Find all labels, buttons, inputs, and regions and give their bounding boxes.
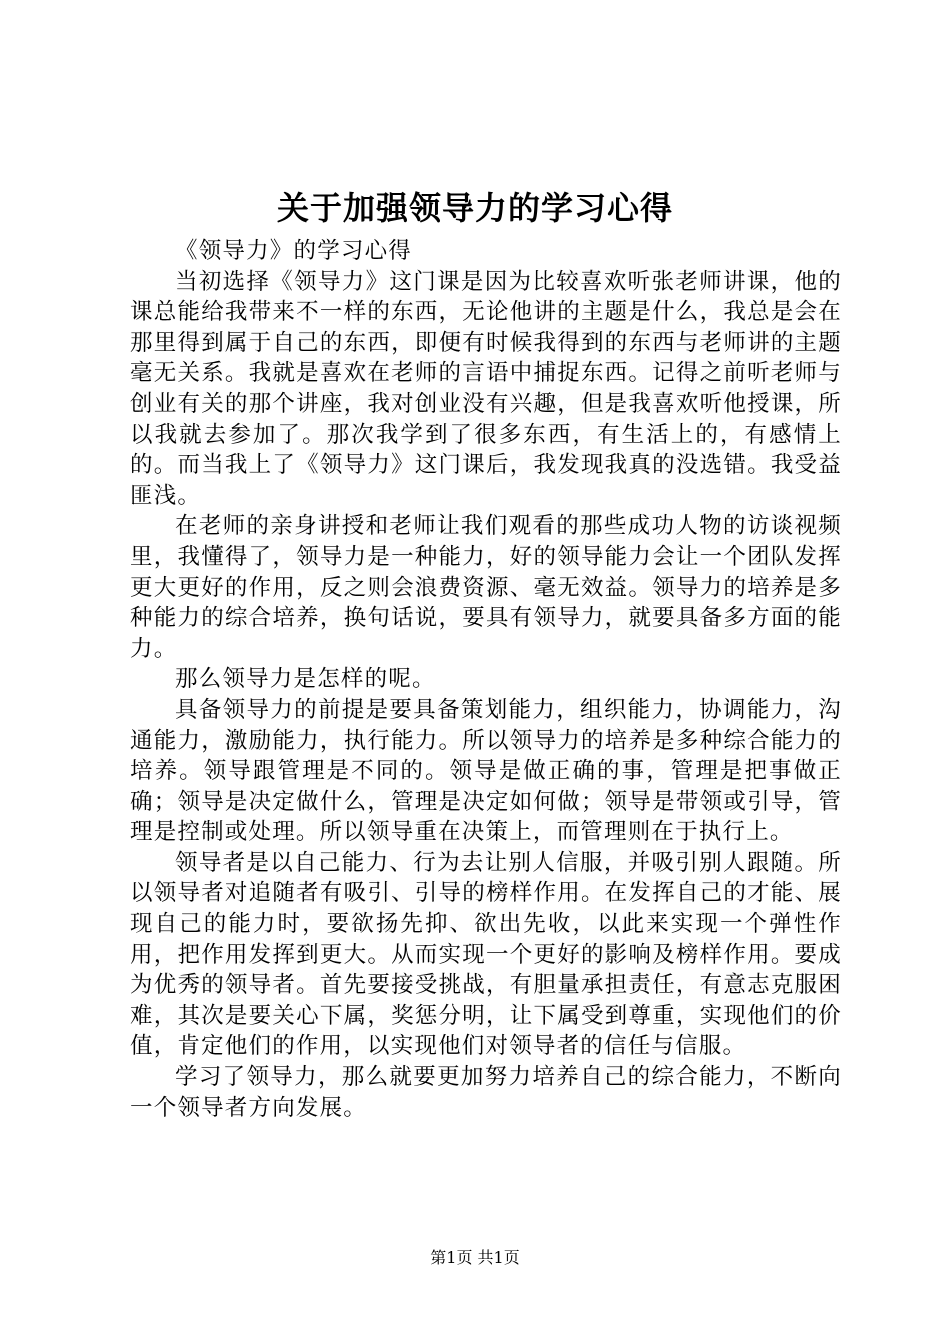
page-number-footer: 第1页 共1页 <box>430 1248 520 1267</box>
paragraph: 具备领导力的前提是要具备策划能力，组织能力，协调能力，沟通能力，激励能力，执行能力。所以领导力的培养是多种综合能力的培养。领导跟管理是不同的。领导是做正确的事，管理是把事做正确；领导是决定做什么，管理是决定如何做；领导是带领或引导，管理是控制或处理。所以领导重在决策上，而管理则在于执行上。 <box>130 696 842 846</box>
paragraph-subtitle: 《领导力》的学习心得 <box>175 238 413 264</box>
document-title: 关于加强领导力的学习心得 <box>276 189 673 227</box>
paragraph: 当初选择《领导力》这门课是因为比较喜欢听张老师讲课，他的课总能给我带来不一样的东西，无论他讲的主题是什么，我总是会在那里得到属于自己的东西，即便有时候我得到的东西与老师讲的主题毫无关系。我就是喜欢在老师的言语中捕捉东西。记得之前听老师与创业有关的那个讲座，我对创业没有兴趣，但是我喜欢听他授课，所以我就去参加了。那次我学到了很多东西，有生活上的，有感情上的。而当我上了《领导力》这门课后，我发现我真的没选错。我受益匪浅。 <box>130 268 842 509</box>
document-body <box>130 236 842 1123</box>
paragraph: 领导者是以自己能力、行为去让别人信服，并吸引别人跟随。所以领导者对追随者有吸引、引导的榜样作用。在发挥自己的才能、展现自己的能力时，要欲扬先抑、欲出先收，以此来实现一个弹性作用，把作用发挥到更大。从而实现一个更好的影响及榜样作用。要成为优秀的领导者。首先要接受挑战，有胆量承担责任，有意志克服困难，其次是要关心下属，奖惩分明，让下属受到尊重，实现他们的价值，肯定他们的作用，以实现他们对领导者的信任与信服。 <box>130 849 842 1060</box>
paragraph: 那么领导力是怎样的呢。 <box>175 666 436 693</box>
paragraph: 在老师的亲身讲授和老师让我们观看的那些成功人物的访谈视频里，我懂得了，领导力是一种能力，好的领导能力会让一个团队发挥更大更好的作用，反之则会浪费资源、毫无效益。领导力的培养是多种能力的综合培养，换句话说，要具有领导力，就要具备多方面的能力。 <box>130 513 842 662</box>
paragraph: 学习了领导力，那么就要更加努力培养自己的综合能力，不断向一个领导者方向发展。 <box>130 1064 842 1121</box>
